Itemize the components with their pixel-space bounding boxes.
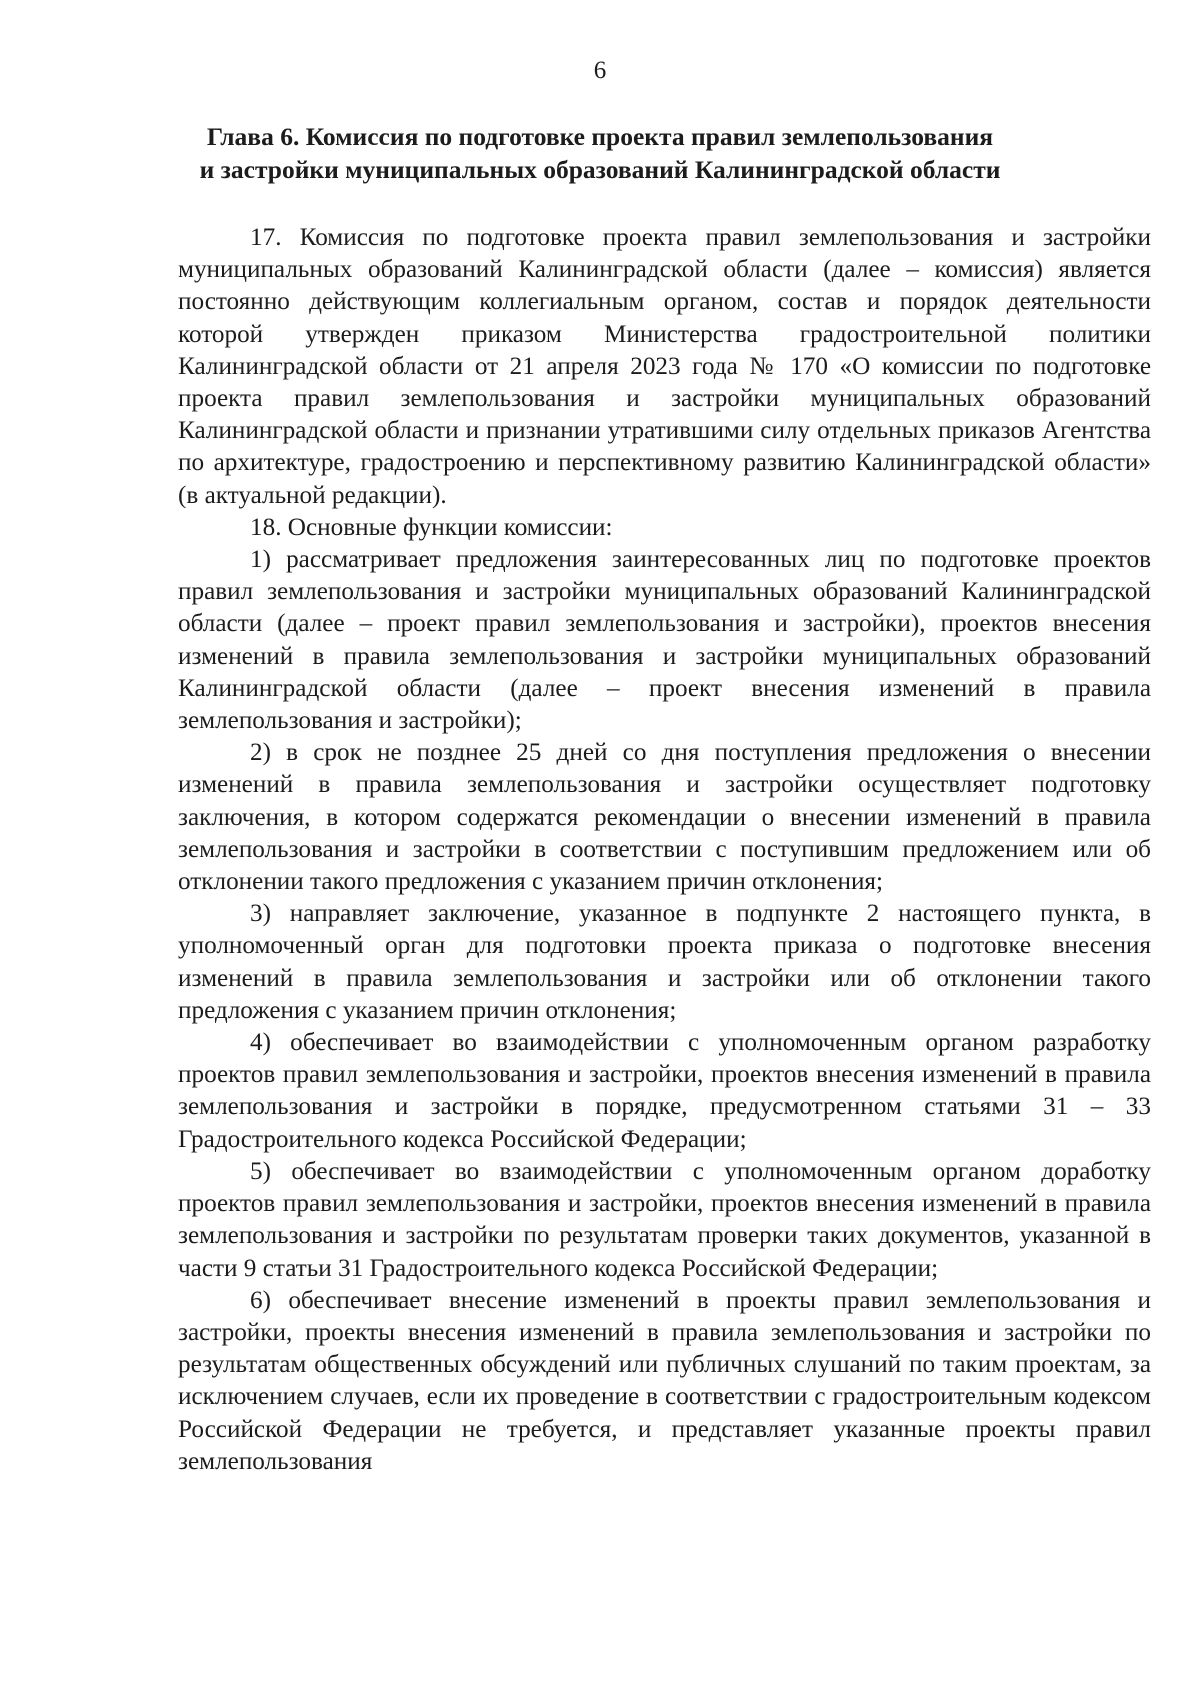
paragraph-18-item-1: 1) рассматривает предложения заинтересованных лиц по подготовке проектов правил землепользования и застройки муниципальных образований Калининградской области (далее – проект правил землепользования и застройки), проектов внесения изменений в правила землепользования и застройки муниципальных образований Калининградской области (далее – проект внесения изменений в правила землепользования и застройки); bbox=[178, 546, 1151, 735]
document-body bbox=[178, 222, 1151, 1478]
paragraph-18: 18. Основные функции комиссии: bbox=[250, 513, 613, 541]
chapter-heading bbox=[150, 120, 1050, 186]
paragraph-18-item-4: 4) обеспечивает во взаимодействии с уполномоченным органом разработку проектов правил землепользования и застройки, проектов внесения изменений в правила землепользования и застройки в порядке, предусмотренном статьями 31 – 33 Градостроительного кодекса Российской Федерации; bbox=[178, 1029, 1151, 1153]
paragraph-18-item-2: 2) в срок не позднее 25 дней со дня поступления предложения о внесении изменений в правила землепользования и застройки осуществляет подготовку заключения, в котором содержатся рекомендации о внесении изменений в правила землепользования и застройки в соответствии с поступившим предложением или об отклонении такого предложения с указанием причин отклонения; bbox=[178, 739, 1151, 896]
chapter-heading-line-2: и застройки муниципальных образований Калининградской области bbox=[199, 155, 1001, 184]
paragraph-18-item-5: 5) обеспечивает во взаимодействии с уполномоченным органом доработку проектов правил землепользования и застройки, проектов внесения изменений в правила землепользования и застройки по результатам проверки таких документов, указанной в части 9 статьи 31 Градостроительного кодекса Российской Федерации; bbox=[178, 1157, 1151, 1282]
paragraph-18-item-3: 3) направляет заключение, указанное в подпункте 2 настоящего пункта, в уполномоченный орган для подготовки проекта приказа о подготовке внесения изменений в правила землепользования и застройки или об отклонении такого предложения с указанием причин отклонения; bbox=[178, 900, 1151, 1024]
paragraph-18-item-6: 6) обеспечивает внесение изменений в проекты правил землепользования и застройки, проекты внесения изменений в правила землепользования и застройки по результатам общественных обсуждений или публичных слушаний по таким проектам, за исключением случаев, если их проведение в соответствии с градостроительным кодексом Российской Федерации не требуется, и представляет указанные проекты правил землепользования bbox=[178, 1286, 1151, 1475]
chapter-heading-line-1: Глава 6. Комиссия по подготовке проекта правил землепользования bbox=[206, 122, 994, 151]
page-number: 6 bbox=[593, 57, 607, 84]
paragraph-17: 17. Комиссия по подготовке проекта правил землепользования и застройки муниципальных образований Калининградской области (далее – комиссия) является постоянно действующим коллегиальным органом, состав и порядок деятельности которой утвержден приказом Министерства градостроительной политики Калининградской области от 21 апреля 2023 года № 170 «О комиссии по подготовке проекта правил землепользования и застройки муниципальных образований Калининградской области и признании утратившими силу отдельных приказов Агентства по архитектуре, градостроению и перспективному развитию Калининградской области» (в актуальной редакции). bbox=[178, 224, 1151, 509]
